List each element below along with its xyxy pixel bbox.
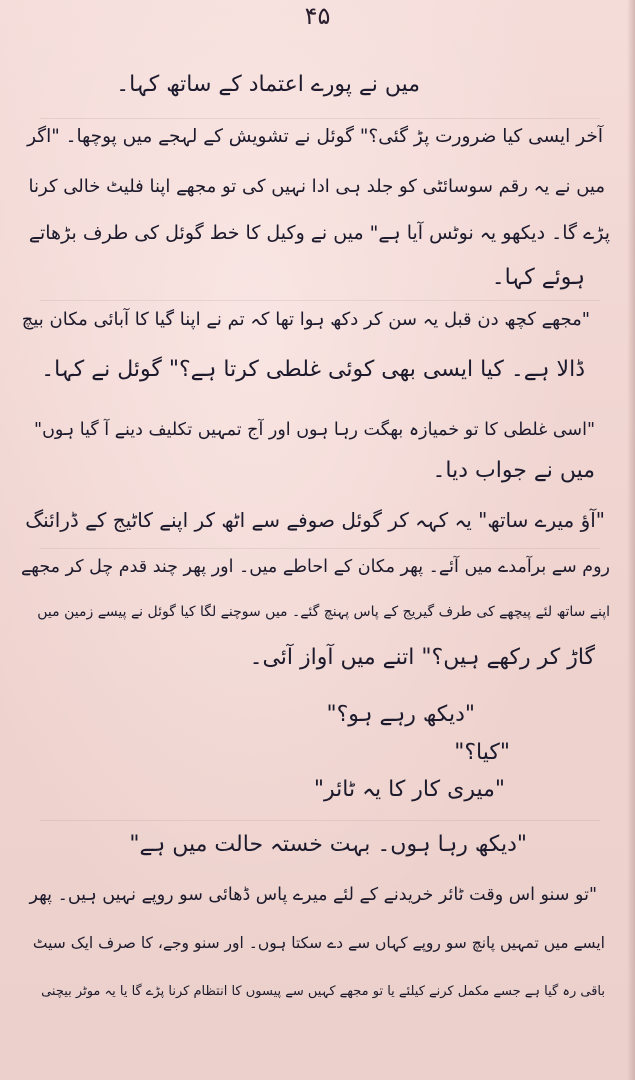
text-line: "آؤ میرے ساتھ" یہ کہہ کر گوئل صوفے سے اٹھ کر اپنے کاٹیج کے ڈرائنگ: [25, 508, 605, 532]
text-line: میں نے یہ رقم سوسائٹی کو جلد ہی ادا نہیں کی تو مجھے اپنا فلیٹ خالی کرنا: [28, 176, 605, 197]
text-line: "اسی غلطی کا تو خمیازہ بھگت رہا ہوں اور آج تمہیں تکلیف دینے آ گیا ہوں": [34, 420, 595, 440]
text-line: ڈالا ہے۔ کیا ایسی بھی کوئی غلطی کرتا ہے؟" گوئل نے کہا۔: [41, 357, 585, 382]
text-line: "کیا؟": [454, 740, 510, 765]
text-line: اپنے ساتھ لئے پیچھے کی طرف گیریج کے پاس پہنچ گئے۔ میں سوچنے لگا کیا گوئل نے پیسے زمین میں: [37, 604, 610, 620]
page-number: ۴۵: [304, 2, 331, 30]
text-line: آخر ایسی کیا ضرورت پڑ گئی؟" گوئل نے تشویش کے لہجے میں پوچھا۔ "اگر: [27, 126, 603, 147]
text-line: گاڑ کر رکھے ہیں؟" اتنے میں آواز آئی۔: [249, 645, 595, 670]
text-line: "دیکھ رہا ہوں۔ بہت خستہ حالت میں ہے": [129, 832, 527, 857]
text-line: "مجھے کچھ دن قبل یہ سن کر دکھ ہوا تھا کہ تم نے اپنا گیا کا آبائی مکان بیچ: [21, 309, 590, 330]
page-edge-shadow: [627, 0, 635, 1080]
bleed-through-line: [40, 118, 600, 119]
bleed-through-line: [40, 548, 600, 549]
text-line: ایسے میں تمہیں پانچ سو روپے کہاں سے دے سکتا ہوں۔ اور سنو وجے، کا صرف ایک سیٹ: [32, 934, 605, 952]
text-line: باقی رہ گیا ہے جسے مکمل کرنے کیلئے یا تو مجھے کہیں سے پیسوں کا انتظام کرنا پڑے گا یا یہ موٹر بیچنی: [41, 984, 605, 999]
text-line: "دیکھ رہے ہو؟": [326, 702, 475, 727]
text-line: "تو سنو اس وقت ٹائر خریدنے کے لئے میرے پاس ڈھائی سو روپے نہیں ہیں۔ پھر: [29, 885, 597, 905]
text-line: میں نے جواب دیا۔: [432, 458, 595, 483]
text-line: میں نے پورے اعتماد کے ساتھ کہا۔: [116, 72, 420, 97]
bleed-through-line: [40, 300, 600, 301]
bleed-through-line: [40, 820, 600, 821]
text-line: پڑے گا۔ دیکھو یہ نوٹس آیا ہے" میں نے وکیل کا خط گوئل کی طرف بڑھاتے: [28, 222, 610, 244]
text-line: "میری کار کا یہ ٹائر": [313, 777, 505, 802]
text-line: روم سے برآمدے میں آئے۔ پھر مکان کے احاطے میں۔ اور پھر چند قدم چل کر مجھے: [21, 557, 610, 577]
text-line: ہوئے کہا۔: [491, 265, 585, 290]
